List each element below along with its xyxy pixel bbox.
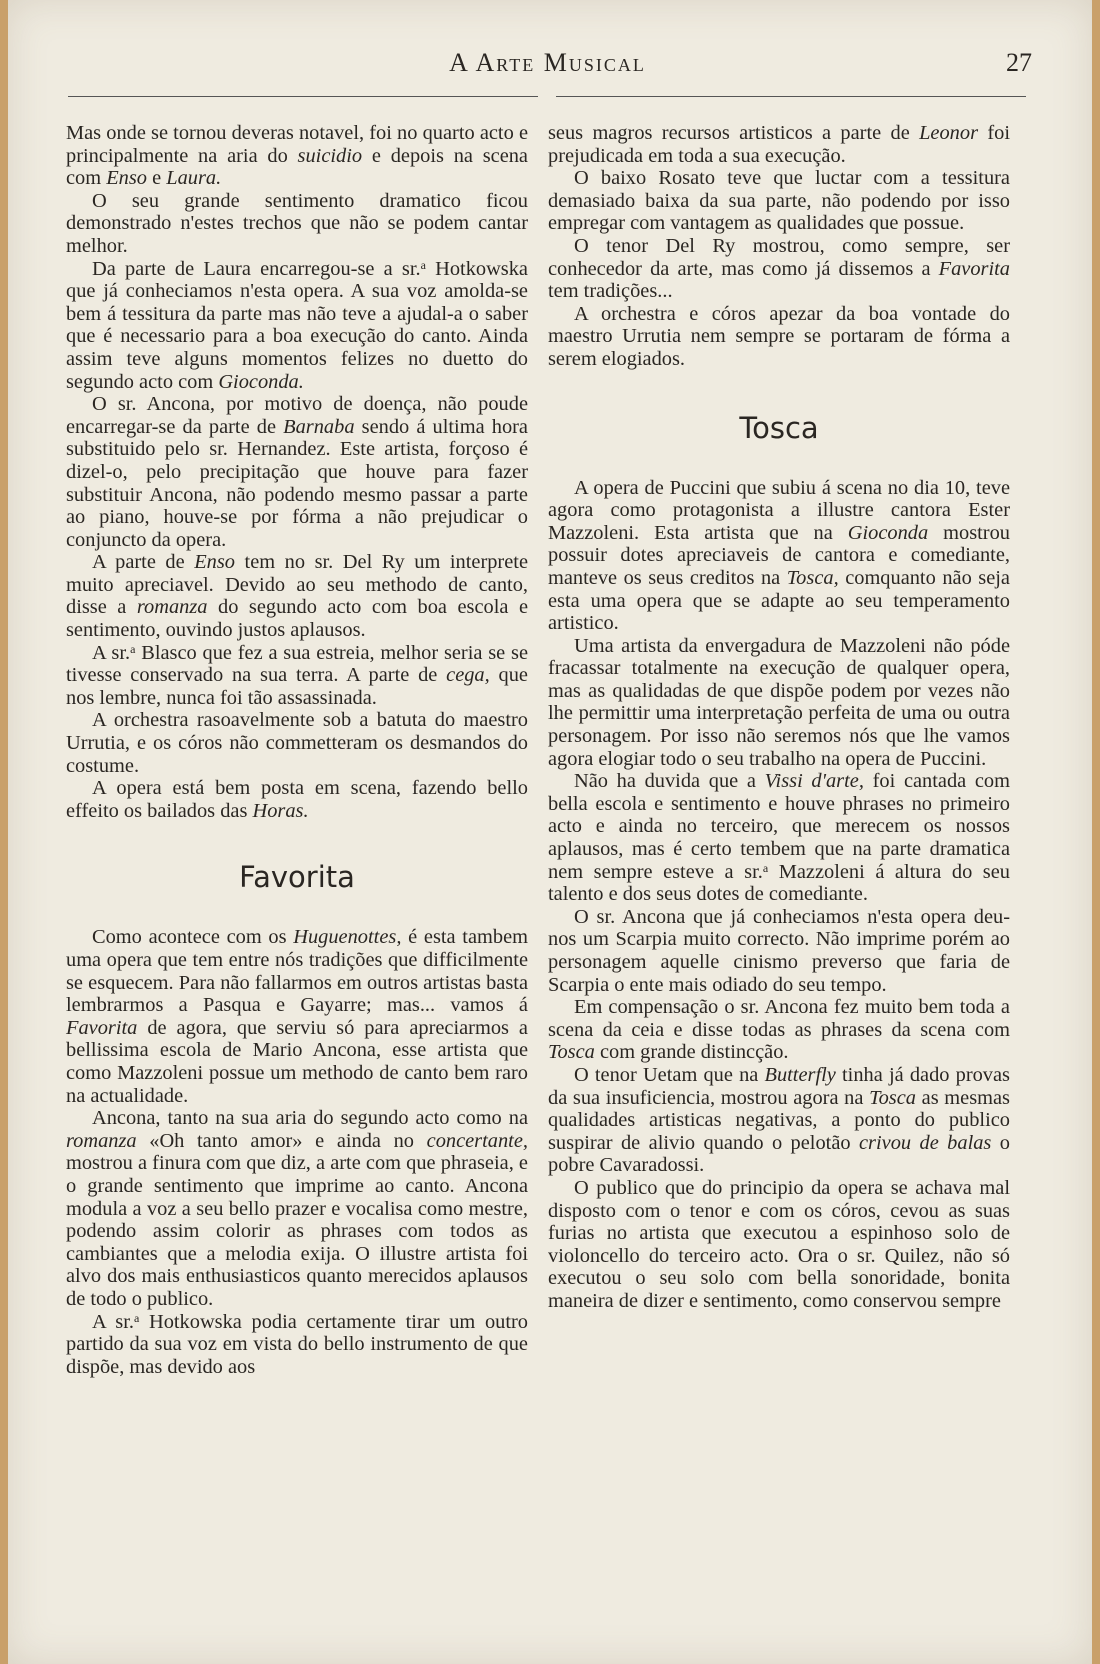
right-column — [548, 122, 1010, 1313]
paragraph: O sr. Ancona, por motivo de doença, não poude encarregar-se da parte de Barnaba sendo á ultima hora substituido pelo sr. Hernandez. Este artista, forçoso é dizel-o, pelo precipitação que houve para fazer substituir Ancona, não podendo mesmo passar a parte ao piano, houve-se por fórma a não prejudicar o conjuncto da opera. — [66, 393, 528, 551]
paragraph: O publico que do principio da opera se achava mal disposto com o tenor e com os córos, cevou as suas furias no artista que executou a espinhoso solo de violoncello do terceiro acto. Ora o sr. Quilez, não só executou o seu solo com bella sonoridade, bonita maneira de dizer e sentimento, como conservou sempre — [548, 1176, 1010, 1312]
paragraph: A sr.$^a$ Hotkowska podia certamente tirar um outro partido da sua voz em vista do bello instrumento de que dispõe, mas devido aos — [66, 1310, 528, 1378]
paragraph: seus magros recursos artisticos a parte de Leonor foi prejudicada em toda a sua execução. — [548, 122, 1011, 167]
paragraph: Em compensação o sr. Ancona fez muito bem toda a scena da ceia e disse todas as phrases da scena com Tosca com grande distincção. — [548, 996, 1010, 1064]
paragraph: A orchestra rasoavelmente sob a batuta do maestro Urrutia, e os córos não commetteram os desmandos do costume. — [66, 709, 528, 777]
section-heading-favorita: Favorita — [239, 860, 355, 895]
paragraph: O sr. Ancona que já conheciamos n'esta opera deu-nos um Scarpia muito correcto. Não imprime porém ao personagem aquelle cinismo preverso que faria de Scarpia o ente mais odiado do seu tempo. — [548, 905, 1010, 996]
paragraph: A orchestra e córos apezar da boa vontade do maestro Urrutia nem sempre se portaram de fórma a serem elogiados. — [548, 302, 1010, 370]
section-heading-tosca: Tosca — [739, 410, 819, 445]
paragraph: A opera está bem posta em scena, fazendo bello effeito os bailados das Horas. — [66, 777, 528, 822]
header-rule-left — [68, 96, 538, 97]
paragraph: Não ha duvida que a Vissi d'arte, foi cantada com bella escola e sentimento e houve phrases no primeiro acto e ainda no terceiro, que merecem os nossos aplausos, mas é certo tembem que na parte dramatica nem sempre esteve a sr.$^a$ Mazzoleni á altura do seu talento e dos seus dotes de comediante. — [548, 770, 1010, 906]
paragraph: Uma artista da envergadura de Mazzoleni não póde fracassar totalmente na execução de qualquer opera, mas as qualidadas de que dispõe podem por vezes não lhe permittir uma interpretação perfeita de uma ou outra personagem. Por isso não seremos nós que lhe vamos agora elogiar todo o seu trabalho na opera de Puccini. — [548, 634, 1010, 770]
paragraph: A sr.$^a$ Blasco que fez a sua estreia, melhor seria se se tivesse conservado na sua terra. A parte de cega, que nos lembre, nunca foi tão assassinada. — [66, 641, 529, 709]
paragraph: Mas onde se tornou deveras notavel, foi no quarto acto e principalmente na aria do suicidio e depois na scena com Enso e Laura. — [66, 122, 528, 190]
paragraph: Como acontece com os Huguenottes, é esta tambem uma opera que tem entre nós tradições que difficilmente se esquecem. Para não fallarmos em outros artistas basta lembrarmos a Pasqua e Gayarre; mas... vamos á Favorita de agora, que serviu só para apreciarmos a bellissima escola de Mario Ancona, esse artista que como Mazzoleni possue um methodo de canto bem raro na actualidade. — [66, 926, 528, 1107]
paragraph: O tenor Uetam que na Butterfly tinha já dado provas da sua insuficiencia, mostrou agora na Tosca as mesmas qualidades artisticas negativas, a ponto do publico suspirar de alivio quando o pelotão crivou de balas o pobre Cavaradossi. — [548, 1063, 1010, 1177]
paragraph: Ancona, tanto na sua aria do segundo acto como na romanza «Oh tanto amor» e ainda no concertante, mostrou a finura com que diz, a arte com que phraseia, e o grande sentimento que imprime ao canto. Ancona modula a voz a seu bello prazer e vocalisa como mestre, podendo assim colorir as phrases com todos as cambiantes que a melodia exija. O illustre artista foi alvo dos mais enthusiasticos quanto merecidos aplausos de todo o publico. — [66, 1107, 528, 1310]
page-number: 27 — [1006, 48, 1032, 77]
left-column — [66, 122, 528, 1378]
paragraph: O seu grande sentimento dramatico ficou demonstrado n'estes trechos que não se podem cantar melhor. — [66, 189, 528, 257]
paragraph: Da parte de Laura encarregou-se a sr.$^a$ Hotkowska que já conheciamos n'esta opera. A sua voz amolda-se bem á tessitura da parte mas não teve a ajudal-a o saber que é necessario para a boa execução do canto. Ainda assim teve alguns momentos felizes no duetto do segundo acto com Gioconda. — [66, 257, 528, 393]
paragraph: O baixo Rosato teve que luctar com a tessitura demasiado baixa da sua parte, não podendo por isso empregar com vantagem as qualidades que possue. — [548, 167, 1010, 235]
page-header — [63, 48, 1032, 88]
paragraph: O tenor Del Ry mostrou, como sempre, ser conhecedor da arte, mas como já dissemos a Favorita tem tradições... — [548, 234, 1010, 303]
magazine-page — [8, 0, 1092, 1664]
running-title: A Arte Musical — [449, 48, 646, 77]
paragraph: A opera de Puccini que subiu á scena no dia 10, teve agora como protagonista a illustre cantora Ester Mazzoleni. Esta artista que na Gioconda mostrou possuir dotes apreciaveis de cantora e comediante, manteve os seus creditos na Tosca, comquanto não seja esta uma opera que se adapte ao seu temperamento artistico. — [548, 476, 1010, 635]
header-rule-right — [556, 96, 1026, 97]
paragraph: A parte de Enso tem no sr. Del Ry um interprete muito apreciavel. Devido ao seu methodo de canto, disse a romanza do segundo acto com boa escola e sentimento, ouvindo justos aplausos. — [66, 551, 528, 642]
